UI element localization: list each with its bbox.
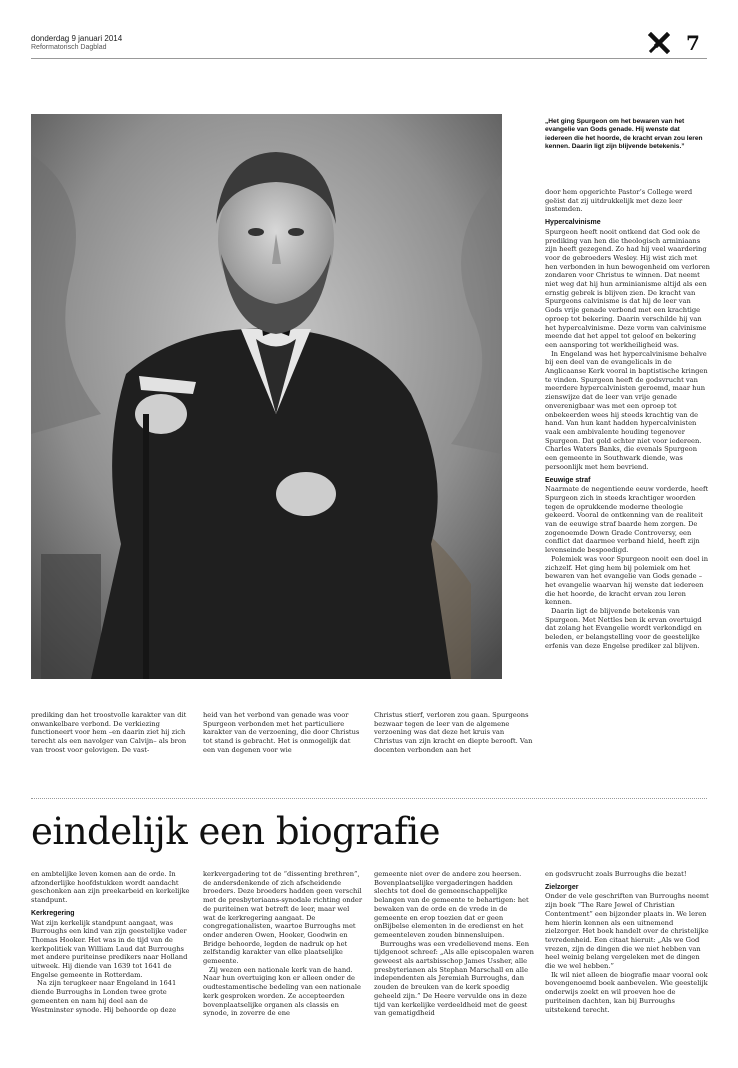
review-column-3 (374, 870, 534, 1018)
paragraph: Wat zijn kerkelijk standpunt aangaat, was Burroughs een kind van zijn geestelijke vader Thomas Hooker. Het was in de tijd van de kerkpolitiek van William Laud dat Burroughs met andere puriteinse predikers naar Holland uitweek. Hij diende van 1639 tot 1641 de Engelse gemeente in Rotterdam. (31, 918, 188, 979)
page-number: 7 (686, 31, 700, 55)
paragraph: Spurgeon heeft nooit ontkend dat God ook de prediking van hen die theologisch arminiaans zijn heeft gezegend. Zo had hij veel waardering voor de gebroeders Wesley. Hij wist zich met hen verbonden in hun bewogenheid om verloren zondaren voor Christus te winnen. Dat neemt niet weg dat hij hun arminianisme altijd als een ernstig gebrek is blijven zien. De kracht van Spurgeons calvinisme is dat hij de leer van Gods vrije genade verbond met een krachtige oproep tot bekering. Daarin verschilde hij van het hypercalvinisme. Deze vorm van calvinisme meende dat het appel tot geloof en bekering een aansporing tot werkheiligheid was. (545, 227, 710, 349)
review-column-1 (31, 870, 191, 1014)
review-column-2 (203, 870, 363, 1018)
paragraph: door hem opgerichte Pastor’s College werd geëist dat zij uitdrukkelijk met deze leer instemden. (545, 188, 693, 214)
article-column-2 (203, 711, 363, 755)
right-column (545, 188, 710, 651)
article-headline: eindelijk een biografie (31, 810, 440, 853)
paragraph: Burroughs was een vredelievend mens. Een tijdgenoot schreef: „Als alle episcopalen waren geweest als aartsbisschop James Ussher, alle presbyterianen als Stephan Marschall en alle independenten als Jeremiah Burroughs, dan zouden de breuken van de kerk spoedig geheeld zijn.” De Heere vervulde ons in deze tijd van kerkelijke verdeeldheid met de geest van gematigdheid (374, 939, 534, 1018)
paragraph: Zij wezen een nationale kerk van de hand. Naar hun overtuiging kon er alleen onder de oudtestamentische bedeling van een nationale kerk gesproken worden. Ze accepteerden bovenplaatselijke organen als classis en synode, in zoverre de ene (203, 965, 361, 1018)
subheading-zielzorger: Zielzorger (545, 883, 579, 891)
article-column-3 (374, 711, 534, 755)
paragraph: Onder de vele geschriften van Burroughs neemt zijn boek “The Rare Jewel of Christian Contentment” een bijzonder plaats in. We leren hem hierin kennen als een uitnemend zielzorger. Het boek handelt over de christelijke tevredenheid. Een citaat hieruit: „Als we God vrezen, zijn de dingen die we niet hebben van heel weinig belang vergeleken met de dingen die we wel hebben.” (545, 892, 709, 971)
paragraph: kerkvergadering tot de “dissenting brethren”, de andersdenkende of zich afscheidende broeders. Deze broeders hadden geen verschil met de presbyteriaans-synodale richting onder de puriteinen wat betreft de leer, maar wel wat de kerkregering aangaat. De congregationalisten, waartoe Burroughs met onder anderen Owen, Hooker, Goodwin en Bridge behoorde, legden de nadruk op het zelfstandig karakter van elke plaatselijke gemeente. (203, 870, 363, 966)
subheading-eeuwige-straf: Eeuwige straf (545, 476, 591, 484)
article-column-1 (31, 711, 191, 755)
subheading-hypercalvinisme: Hypercalvinisme (545, 219, 601, 227)
section-divider (31, 798, 707, 799)
paragraph: In Engeland was het hypercalvinisme behalve bij een deel van de evangelicals in de Anglicaanse Kerk vooral in baptistische kringen te vinden. Spurgeon heeft de godsvrucht van meerdere hypercalvinisten geroemd, maar hun zienswijze dat de leer van vrije genade onverenigbaar was met een oproep tot onbekeerden wees hij steeds krachtig van de hand. Van hun kant hadden hypercalvinisten vaak een ambivalente houding tegenover Spurgeon. Dat gold echter niet voor iedereen. Charles Waters Banks, die evenals Spurgeon een gemeente in Southwark diende, was persoonlijk met hem bevriend. (545, 349, 708, 471)
paragraph: prediking dan het troostvolle karakter van dit onwankelbare verbond. De verkiezing functioneert voor hem –en daarin ziet hij zich terecht als een navolger van Calvijn– als bron van troost voor gelovigen. De vast- (31, 711, 187, 754)
review-column-4 (545, 870, 710, 1014)
header-rule (31, 58, 707, 59)
paragraph: heid van het verbond van genade was voor Spurgeon verbonden met het particuliere karakter van de verzoening, die door Christus tot stand is gebracht. Het is onmogelijk dat een van degenen voor wie (203, 711, 360, 754)
paragraph: Polemiek was voor Spurgeon nooit een doel in zichzelf. Het ging hem bij polemiek om het bewaren van het evangelie van Gods genade – het evangelie waarvan hij wenste dat iedereen die het hoorde, de kracht ervan zou leren kennen. (545, 554, 709, 607)
portrait-photo (31, 114, 502, 679)
paragraph: Daarin ligt de blijvende betekenis van Spurgeon. Met Nettles ben ik ervan overtuigd dat zolang het Evangelie wordt verkondigd en beleden, er belangstelling voor de geestelijke erfenis van deze Engelse prediker zal blijven. (545, 607, 702, 650)
paragraph: Naarmate de negentiende eeuw vorderde, heeft Spurgeon zich in steeds krachtiger woorden tegen de oprukkende moderne theologie gekeerd. Vooral de ontkenning van de realiteit van de eeuwige straf baarde hem zorgen. De zogenoemde Down Grade Controversy, een conflict dat daarmee verband hield, heeft zijn levenseinde bespoedigd. (545, 485, 709, 555)
header-date: donderdag 9 januari 2014 (31, 34, 123, 43)
pull-quote: „Het ging Spurgeon om het bewaren van het evangelie van Gods genade. Hij wenste dat iedereen die het hoorde, de kracht ervan zou leren kennen. Daarin ligt zijn blijvende betekenis.” (545, 118, 703, 150)
rd-x-logo-icon (648, 32, 670, 54)
subheading-kerkregering: Kerkregering (31, 909, 75, 917)
paragraph: en ambtelijke leven komen aan de orde. In afzonderlijke hoofdstukken wordt aandacht geschonken aan zijn preekarbeid en kerkelijke standpunt. (31, 870, 190, 905)
paragraph: Christus stierf, verloren zou gaan. Spurgeons bezwaar tegen de leer van de algemene verzoening was dat deze het kruis van Christus van zijn kracht en diepte berooft. Van docenten verbonden aan het (374, 711, 533, 754)
paragraph: Ik wil niet alleen de biografie maar vooral ook bovengenoemd boek aanbevelen. Wie geestelijk onderwijs zoekt en wil proeven hoe de puriteinen dachten, kan bij Burroughs uitstekend terecht. (545, 970, 708, 1014)
paragraph: gemeente niet over de andere zou heersen. Bovenplaatselijke vergaderingen hadden slechts tot doel de gemeenschappelijke belangen van de gemeente te behartigen: het bewaken van de orde en de vrede in de gemeente en erop toezien dat er geen onBijbelse elementen in de eredienst en het gemeenteleven zouden binnensluipen. (374, 870, 529, 939)
paragraph: en godsvrucht zoals Burroughs die bezat! (545, 870, 687, 878)
header-paper-name: Reformatorisch Dagblad (31, 44, 107, 51)
paragraph: Na zijn terugkeer naar Engeland in 1641 diende Burroughs in Londen twee grote gemeenten en nam hij deel aan de Westminster synode. Hij behoorde op deze (31, 979, 177, 1014)
